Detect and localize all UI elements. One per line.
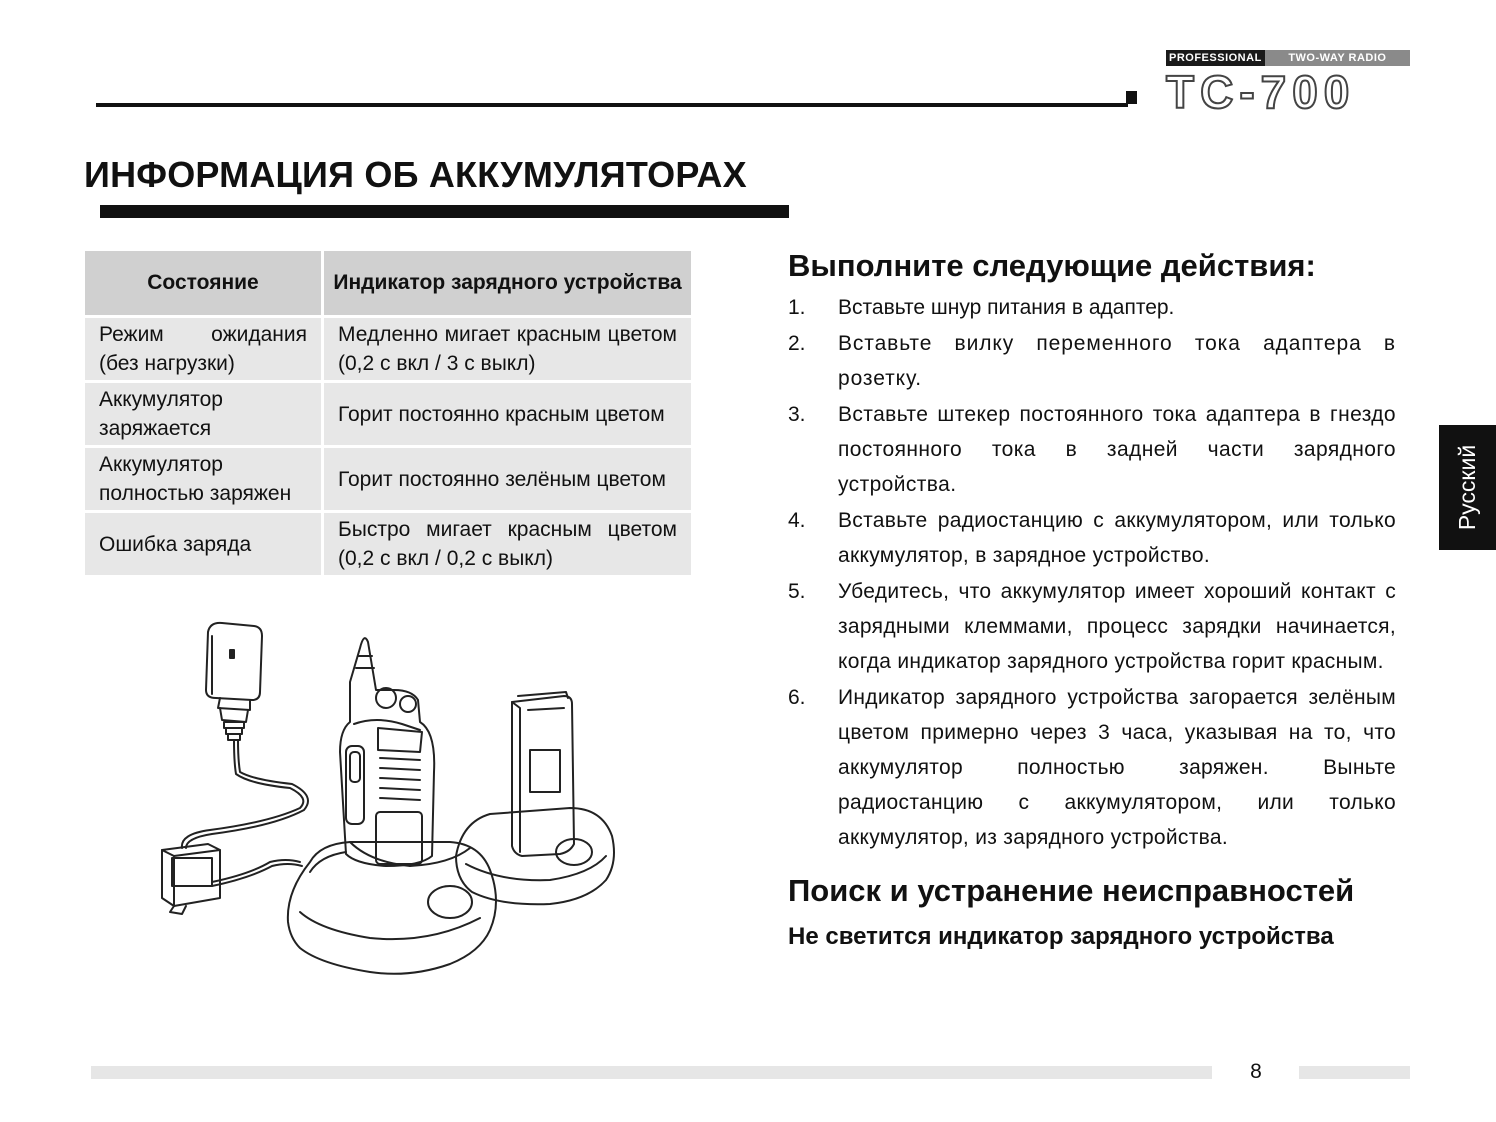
row-indicator: Горит постоянно красным цветом bbox=[324, 383, 691, 448]
charger-base-icon bbox=[288, 842, 496, 974]
table-row bbox=[85, 448, 691, 513]
list-item bbox=[788, 503, 1396, 573]
step-text: Индикатор зарядного устройства загорается зелёным цветом примерно через 3 часа, указывая на то, что аккумулятор полностью заряжен. Выньте радиостанцию с аккумулятором, или только аккумулятор, из зарядного устройства. bbox=[838, 686, 1396, 849]
page-number: 8 bbox=[1250, 1060, 1262, 1083]
battery-status-table bbox=[85, 251, 691, 578]
page-title: ИНФОРМАЦИЯ ОБ АККУМУЛЯТОРАХ bbox=[84, 154, 747, 195]
troubleshooting-subheading: Не светится индикатор зарядного устройства bbox=[788, 923, 1334, 950]
radio-icon bbox=[340, 638, 434, 866]
list-item bbox=[788, 680, 1396, 855]
header-indicator: Индикатор зарядного устройства bbox=[324, 251, 691, 318]
header-state: Состояние bbox=[85, 251, 324, 318]
charger-illustration bbox=[150, 612, 650, 992]
ac-adapter-plug-icon bbox=[206, 623, 262, 740]
table-header-row bbox=[85, 251, 691, 318]
step-number: 3. bbox=[788, 403, 806, 426]
step-text: Вставьте шнур питания в адаптер. bbox=[838, 296, 1175, 319]
list-item bbox=[788, 326, 1396, 396]
row-indicator: Горит постоянно зелёным цветом bbox=[324, 448, 691, 513]
row-state: Ошибка заряда bbox=[85, 513, 324, 578]
language-tab-label: Русский bbox=[1454, 444, 1480, 531]
list-item bbox=[788, 574, 1396, 679]
row-state: Аккумулятор заряжается bbox=[85, 383, 324, 448]
troubleshooting-heading: Поиск и устранение неисправностей bbox=[788, 873, 1355, 908]
row-indicator: Медленно мигает красным цветом (0,2 с вкл / 3 с выкл) bbox=[324, 318, 691, 383]
step-number: 6. bbox=[788, 686, 806, 709]
step-number: 4. bbox=[788, 509, 806, 532]
step-text: Убедитесь, что аккумулятор имеет хороший контакт с зарядными клеммами, процесс зарядки начинается, когда индикатор зарядного устройства горит красным. bbox=[838, 580, 1396, 673]
row-indicator: Быстро мигает красным цветом (0,2 с вкл / 0,2 с выкл) bbox=[324, 513, 691, 578]
table-row bbox=[85, 383, 691, 448]
steps-heading: Выполните следующие действия: bbox=[788, 248, 1316, 283]
title-rule bbox=[100, 205, 789, 218]
header-square bbox=[1126, 91, 1137, 104]
footer-bar-left bbox=[91, 1066, 1212, 1079]
header-rule bbox=[96, 103, 1128, 107]
brand-logo bbox=[1166, 50, 1410, 116]
brand-bar bbox=[1166, 50, 1410, 66]
brand-twoway: TWO-WAY RADIO bbox=[1265, 50, 1410, 66]
table-row bbox=[85, 513, 691, 578]
step-number: 1. bbox=[788, 296, 806, 319]
dc-adapter-box-icon bbox=[162, 844, 220, 914]
step-text: Вставьте вилку переменного тока адаптера в розетку. bbox=[838, 332, 1396, 390]
brand-model: TC-700 bbox=[1166, 66, 1356, 118]
brand-professional: PROFESSIONAL bbox=[1166, 50, 1265, 66]
list-item bbox=[788, 397, 1396, 502]
battery-icon bbox=[512, 692, 574, 856]
step-number: 5. bbox=[788, 580, 806, 603]
footer-bar-right bbox=[1299, 1066, 1410, 1079]
steps-list bbox=[788, 290, 1396, 855]
row-state: Аккумулятор полностью заряжен bbox=[85, 448, 324, 513]
step-number: 2. bbox=[788, 332, 806, 355]
step-text: Вставьте радиостанцию с аккумулятором, или только аккумулятор, в зарядное устройство. bbox=[838, 509, 1396, 567]
list-item bbox=[788, 290, 1396, 325]
table-row bbox=[85, 318, 691, 383]
instructions-column bbox=[788, 248, 1396, 951]
step-text: Вставьте штекер постоянного тока адаптера в гнездо постоянного тока в задней части зарядного устройства. bbox=[838, 403, 1396, 496]
row-state: Режим ожидания (без нагрузки) bbox=[85, 318, 324, 383]
language-tab bbox=[1439, 425, 1496, 550]
